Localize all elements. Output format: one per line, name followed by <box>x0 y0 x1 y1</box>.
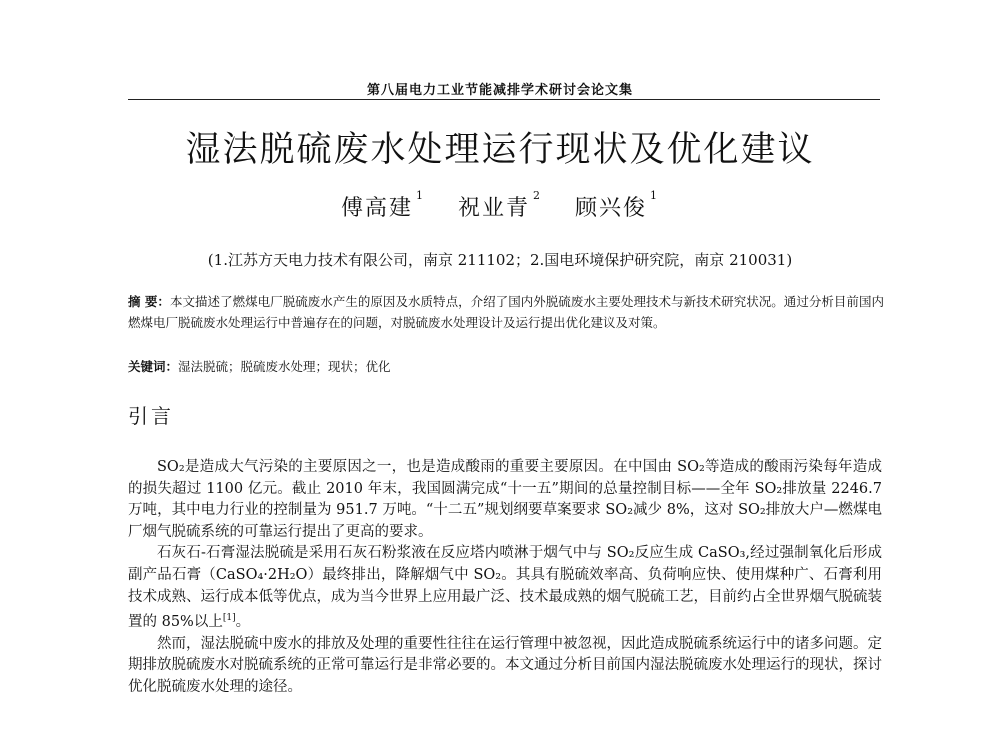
affiliations: (1.江苏方天电力技术有限公司，南京 211102；2.国电环境保护研究院，南京 210031) <box>207 251 793 269</box>
abstract-label: 摘 要： <box>128 294 170 309</box>
abstract-text: 本文描述了燃煤电厂脱硫废水产生的原因及水质特点，介绍了国内外脱硫废水主要处理技术与新技术研究状况。通过分析目前国内燃煤电厂脱硫废水处理运行中普遍存在的问题，对脱硫废水处理设计及运行提出优化建议及对策。 <box>128 294 884 330</box>
paragraph-2-end: 。 <box>235 613 251 630</box>
paper-title: 湿法脱硫废水处理运行现状及优化建议 <box>185 130 815 170</box>
keywords-text: 湿法脱硫；脱硫废水处理；现状；优化 <box>178 359 391 374</box>
intro-body <box>128 457 882 698</box>
author-affiliation-mark: 1 <box>415 189 425 202</box>
author-list <box>0 191 1000 222</box>
header-rule <box>128 99 880 100</box>
paragraph-2-text: 石灰石-石膏湿法脱硫是采用石灰石粉浆液在反应塔内喷淋于烟气中与 SO₂反应生成 CaSO₃,经过强制氧化后形成副产品石膏（CaSO₄·2H₂O）最终排出，降解烟气中 SO₂。其具有脱硫效率高、负荷响应快、使用煤种广、石膏利用技术成熟、运行成本低等优点，成为当今世界上应用最广泛、技术最成熟的烟气脱硫工艺，目前约占全世界烟气脱硫装置的 85%以上 <box>128 545 882 630</box>
paragraph-1: SO₂是造成大气污染的主要原因之一，也是造成酸雨的重要主要原因。在中国由 SO₂等造成的酸雨污染每年造成的损失超过 1100 亿元。截止 2010 年末，我国圆满完成“十一五”期间的总量控制目标——全年 SO₂排放量 2246.7 万吨，其中电力行业的控制量为 951.7 万吨。“十二五”规划纲要草案要求 SO₂减少 8%，这对 SO₂排放大户—燃煤电厂烟气脱硫系统的可靠运行提出了更高的要求。 <box>128 459 882 540</box>
paragraph-3: 然而，湿法脱硫中废水的排放及处理的重要性往往在运行管理中被忽视，因此造成脱硫系统运行中的诸多问题。定期排放脱硫废水对脱硫系统的正常可靠运行是非常必要的。本文通过分析目前国内湿法脱硫废水处理运行的现状，探讨优化脱硫废水处理的途径。 <box>128 635 882 695</box>
author-name: 祝业青 <box>457 196 530 221</box>
paragraph-2 <box>128 543 882 633</box>
author-2 <box>457 189 542 221</box>
citation-ref[interactable]: [1] <box>222 613 236 624</box>
running-header: 第八届电力工业节能减排学术研讨会论文集 <box>366 83 633 98</box>
keywords <box>128 356 884 377</box>
abstract <box>128 291 884 333</box>
author-affiliation-mark: 2 <box>533 189 542 202</box>
author-name: 傅高建 <box>340 196 413 221</box>
keywords-label: 关键词： <box>128 359 179 374</box>
author-name: 顾兴俊 <box>575 196 648 221</box>
author-1 <box>340 189 425 221</box>
author-affiliation-mark: 1 <box>650 189 660 202</box>
section-heading-intro: 引言 <box>128 404 174 428</box>
author-3 <box>575 189 660 221</box>
